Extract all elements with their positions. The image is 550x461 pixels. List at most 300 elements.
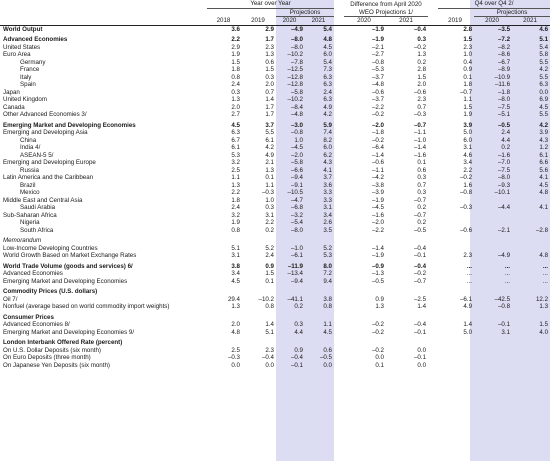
value-cell: 1.3 bbox=[375, 303, 384, 310]
value-cell: 2.4 bbox=[501, 129, 511, 136]
value-cell: 0.0 bbox=[417, 361, 427, 369]
spacer-cell bbox=[334, 245, 344, 253]
value-cell: –5.8 bbox=[290, 88, 303, 96]
value-cell: –9.4 bbox=[290, 277, 303, 285]
value-cell: –7.8 bbox=[290, 58, 303, 66]
row-label: Advanced Economies 8/ bbox=[3, 321, 70, 328]
value-cell: 5.2 bbox=[323, 244, 332, 252]
value-cell: 2.1 bbox=[265, 159, 274, 166]
value-cell: 2.6 bbox=[323, 219, 332, 226]
spacer-cell bbox=[334, 303, 344, 311]
spacer-cell bbox=[334, 212, 344, 220]
spacer-cell bbox=[428, 159, 438, 167]
value-cell: 1.8 bbox=[463, 81, 473, 88]
value-cell: 4.5 bbox=[539, 181, 549, 189]
value-cell: –6.1 bbox=[459, 295, 473, 303]
value-cell: –0.8 bbox=[497, 303, 511, 310]
value-cell: 5.6 bbox=[539, 166, 549, 174]
value-cell: 2.4 bbox=[231, 81, 240, 88]
value-cell: 4.9 bbox=[265, 151, 274, 159]
header-year-over-year: Year over Year bbox=[207, 0, 334, 8]
value-cell: –0.7 bbox=[413, 196, 427, 204]
value-cell: 6.2 bbox=[323, 151, 332, 159]
value-cell: 2.0 bbox=[231, 103, 240, 111]
value-cell: 4.4 bbox=[294, 328, 303, 336]
value-cell: –4.7 bbox=[290, 196, 303, 204]
value-cell bbox=[438, 245, 474, 253]
value-cell: 1.1 bbox=[265, 181, 274, 189]
value-cell bbox=[242, 339, 276, 347]
value-cell: 1.7 bbox=[265, 111, 274, 118]
spacer-cell bbox=[428, 74, 438, 82]
spacer-cell bbox=[428, 104, 438, 112]
spacer-cell bbox=[334, 204, 344, 212]
value-cell: 0.0 bbox=[231, 361, 240, 369]
table-row bbox=[0, 174, 550, 182]
value-cell bbox=[474, 354, 512, 362]
value-cell: –3.9 bbox=[371, 189, 384, 196]
value-cell: 1.3 bbox=[231, 303, 240, 310]
value-cell: 5.0 bbox=[463, 129, 473, 136]
value-cell: 3.1 bbox=[231, 252, 240, 259]
year-header: 2020 bbox=[276, 17, 305, 26]
value-cell: 4.8 bbox=[323, 36, 332, 43]
spacer-cell bbox=[428, 237, 438, 245]
value-cell: 0.3 bbox=[294, 321, 303, 328]
value-cell: 1.8 bbox=[231, 196, 240, 204]
table-row bbox=[0, 104, 550, 112]
spacer-cell bbox=[334, 329, 344, 337]
value-cell: 2.3 bbox=[463, 43, 473, 51]
table-row bbox=[0, 339, 550, 347]
row-label: World Growth Based on Market Exchange Rates bbox=[3, 252, 137, 259]
table-row bbox=[0, 227, 550, 235]
spacer-cell bbox=[334, 288, 344, 296]
value-cell: –8.2 bbox=[497, 43, 511, 51]
value-cell: –2.2 bbox=[371, 226, 384, 234]
value-cell: 0.0 bbox=[323, 361, 332, 369]
value-cell bbox=[474, 197, 512, 205]
value-cell: –0.7 bbox=[413, 277, 427, 285]
value-cell bbox=[474, 237, 512, 245]
value-cell: 5.5 bbox=[539, 58, 549, 66]
value-cell: 3.7 bbox=[323, 174, 332, 181]
table-row bbox=[0, 204, 550, 212]
value-cell: 0.0 bbox=[539, 88, 549, 96]
value-cell: –0.6 bbox=[371, 88, 384, 96]
value-cell: 2.4 bbox=[231, 204, 240, 211]
value-cell bbox=[512, 245, 550, 253]
value-cell: 3.9 bbox=[539, 129, 549, 136]
value-cell: –4.8 bbox=[371, 81, 384, 88]
spacer-cell bbox=[428, 89, 438, 97]
value-cell: ... bbox=[466, 262, 473, 270]
spacer-cell bbox=[428, 25, 438, 33]
value-cell: –4.2 bbox=[371, 174, 384, 181]
value-cell bbox=[344, 288, 386, 296]
value-cell: 3.5 bbox=[323, 226, 332, 234]
table-row bbox=[0, 167, 550, 175]
row-label: Latin America and the Caribbean bbox=[3, 174, 94, 181]
table-row bbox=[0, 25, 550, 33]
value-cell: 4.5 bbox=[323, 43, 332, 51]
value-cell: 1.5 bbox=[539, 321, 549, 328]
value-cell: 2.0 bbox=[417, 81, 427, 88]
value-cell: 0.3 bbox=[231, 88, 240, 96]
value-cell: 7.3 bbox=[323, 66, 332, 73]
value-cell: 2.2 bbox=[231, 36, 240, 43]
value-cell: 3.1 bbox=[323, 204, 332, 211]
value-cell: –0.4 bbox=[413, 321, 427, 328]
value-cell: 6.3 bbox=[323, 96, 332, 103]
value-cell: 0.6 bbox=[265, 58, 274, 66]
year-header: 2021 bbox=[512, 17, 550, 26]
value-cell bbox=[305, 314, 334, 322]
value-cell: –3.7 bbox=[371, 96, 384, 103]
value-cell: –0.1 bbox=[413, 252, 427, 259]
row-label: United Kingdom bbox=[3, 96, 48, 103]
value-cell: 0.2 bbox=[417, 219, 427, 226]
value-cell: 2.0 bbox=[231, 321, 240, 328]
value-cell: 1.4 bbox=[265, 96, 274, 103]
row-label: Emerging Market and Developing Economies 9/ bbox=[3, 328, 135, 336]
header-projections-2: Projections bbox=[474, 8, 550, 17]
value-cell: 1.4 bbox=[463, 321, 473, 328]
value-cell: 5.8 bbox=[539, 51, 549, 58]
value-cell bbox=[438, 212, 474, 220]
spacer-cell bbox=[334, 296, 344, 304]
table-row bbox=[0, 347, 550, 355]
spacer-cell bbox=[334, 59, 344, 67]
year-header: 2021 bbox=[305, 17, 334, 26]
value-cell: 4.6 bbox=[463, 151, 473, 159]
value-cell: 0.9 bbox=[463, 66, 473, 73]
value-cell bbox=[512, 339, 550, 347]
value-cell: 1.5 bbox=[417, 73, 427, 81]
value-cell: –2.2 bbox=[371, 103, 384, 111]
value-cell: 8.0 bbox=[323, 262, 332, 270]
value-cell: 1.0 bbox=[294, 136, 303, 144]
row-label: Emerging Market and Developing Economies bbox=[3, 121, 136, 129]
value-cell: –0.9 bbox=[371, 262, 384, 270]
table-row bbox=[0, 245, 550, 253]
row-label: ASEAN-5 5/ bbox=[20, 151, 54, 159]
row-label: Advanced Economies bbox=[3, 270, 63, 277]
value-cell bbox=[474, 245, 512, 253]
header-difference-line2: WEO Projections 1/ bbox=[344, 8, 428, 17]
value-cell: 4.9 bbox=[463, 303, 473, 310]
value-cell: ... bbox=[466, 270, 473, 277]
value-cell: 0.3 bbox=[265, 73, 274, 81]
value-cell bbox=[438, 237, 474, 245]
spacer-cell bbox=[334, 197, 344, 205]
spacer-cell bbox=[428, 227, 438, 235]
row-label: United States bbox=[3, 43, 41, 51]
value-cell: –7.0 bbox=[497, 159, 511, 166]
value-cell: 5.3 bbox=[323, 252, 332, 259]
value-cell bbox=[438, 314, 474, 322]
spacer-cell bbox=[428, 66, 438, 74]
value-cell: –12.8 bbox=[287, 73, 303, 81]
value-cell: ... bbox=[542, 262, 549, 270]
value-cell: –1.9 bbox=[371, 25, 384, 33]
value-cell: –0.4 bbox=[290, 354, 303, 361]
value-cell: 6.7 bbox=[231, 136, 240, 144]
value-cell: –0.8 bbox=[459, 189, 473, 196]
spacer-cell bbox=[334, 152, 344, 160]
value-cell: 4.4 bbox=[501, 136, 511, 144]
value-cell: 2.0 bbox=[265, 81, 274, 88]
value-cell: 29.4 bbox=[227, 295, 240, 303]
spacer-cell bbox=[334, 362, 344, 370]
value-cell bbox=[305, 288, 334, 296]
table-row bbox=[0, 263, 550, 271]
spacer-cell bbox=[334, 339, 344, 347]
value-cell: –0.1 bbox=[413, 354, 427, 361]
row-label: Germany bbox=[20, 58, 46, 66]
table-row bbox=[0, 182, 550, 190]
value-cell: 0.0 bbox=[417, 346, 427, 354]
value-cell: –7.5 bbox=[497, 166, 511, 174]
spacer-cell bbox=[334, 219, 344, 227]
spacer-cell bbox=[428, 144, 438, 152]
value-cell bbox=[242, 237, 276, 245]
value-cell: 8.2 bbox=[323, 136, 332, 144]
value-cell bbox=[276, 237, 305, 245]
table-row bbox=[0, 314, 550, 322]
value-cell: 1.3 bbox=[231, 96, 240, 103]
table-row bbox=[0, 354, 550, 362]
row-label: Middle East and Central Asia bbox=[3, 196, 83, 204]
value-cell: 1.4 bbox=[265, 321, 274, 328]
spacer-cell bbox=[428, 36, 438, 44]
value-cell: –0.8 bbox=[290, 129, 303, 136]
value-cell: 2.3 bbox=[417, 96, 427, 103]
table-row bbox=[0, 237, 550, 245]
value-cell: 2.9 bbox=[231, 43, 240, 51]
row-label: Russia bbox=[20, 166, 39, 174]
spacer-cell bbox=[334, 270, 344, 278]
row-label: Spain bbox=[20, 81, 36, 88]
value-cell: ... bbox=[466, 277, 473, 285]
value-cell: ... bbox=[542, 270, 549, 277]
table-row bbox=[0, 159, 550, 167]
value-cell: 1.5 bbox=[463, 36, 473, 43]
value-cell: 4.1 bbox=[323, 166, 332, 174]
value-cell: –0.3 bbox=[459, 204, 473, 211]
value-cell: 5.4 bbox=[323, 58, 332, 66]
spacer-cell bbox=[428, 339, 438, 347]
value-cell: 9.4 bbox=[323, 277, 332, 285]
value-cell: 6.6 bbox=[539, 159, 549, 166]
spacer-cell bbox=[334, 96, 344, 104]
value-cell: 3.4 bbox=[323, 211, 332, 219]
value-cell bbox=[474, 362, 512, 370]
value-cell: 2.7 bbox=[231, 111, 240, 118]
header-difference-line1: Difference from April 2020 bbox=[350, 0, 422, 8]
value-cell: –1.9 bbox=[371, 36, 384, 43]
value-cell: 0.7 bbox=[417, 181, 427, 189]
value-cell: –2.1 bbox=[371, 43, 384, 51]
value-cell: 5.0 bbox=[463, 328, 473, 336]
spacer-cell bbox=[428, 197, 438, 205]
value-cell: –9.3 bbox=[497, 181, 511, 189]
spacer-cell bbox=[428, 59, 438, 67]
spacer-cell bbox=[334, 122, 344, 130]
value-cell bbox=[438, 339, 474, 347]
spacer-cell bbox=[428, 314, 438, 322]
value-cell: –11.6 bbox=[494, 81, 511, 88]
value-cell: 3.4 bbox=[463, 159, 473, 166]
value-cell: –4.8 bbox=[290, 111, 303, 118]
row-label: India 4/ bbox=[20, 144, 41, 151]
value-cell: 12.2 bbox=[535, 295, 549, 303]
row-label: Mexico bbox=[20, 189, 40, 196]
value-cell: 5.1 bbox=[231, 244, 240, 252]
table-row bbox=[0, 144, 550, 152]
value-cell: 1.3 bbox=[231, 181, 240, 189]
row-label: China bbox=[20, 136, 37, 144]
spacer-cell bbox=[334, 159, 344, 167]
row-label: On Euro Deposits (three month) bbox=[3, 354, 91, 361]
spacer-cell bbox=[428, 204, 438, 212]
table-row bbox=[0, 152, 550, 160]
value-cell: –13.4 bbox=[287, 270, 303, 277]
spacer-cell bbox=[334, 51, 344, 59]
spacer-cell bbox=[428, 189, 438, 197]
value-cell: –0.2 bbox=[371, 328, 384, 336]
value-cell: –1.9 bbox=[371, 252, 384, 259]
value-cell: 5.4 bbox=[323, 25, 332, 33]
value-cell: –3.7 bbox=[371, 73, 384, 81]
value-cell bbox=[438, 219, 474, 227]
value-cell: 3.4 bbox=[231, 270, 240, 277]
value-cell: 4.5 bbox=[323, 328, 332, 336]
value-cell: 3.6 bbox=[323, 181, 332, 189]
row-label: Euro Area bbox=[3, 51, 31, 58]
table-row bbox=[0, 36, 550, 44]
value-cell: 1.3 bbox=[417, 51, 427, 58]
value-cell bbox=[386, 339, 428, 347]
spacer-cell bbox=[428, 167, 438, 175]
value-cell: 4.2 bbox=[539, 121, 549, 129]
value-cell: 3.7 bbox=[265, 121, 274, 129]
value-cell: –8.9 bbox=[497, 66, 511, 73]
value-cell: 5.5 bbox=[265, 129, 274, 136]
table-row bbox=[0, 303, 550, 311]
value-cell: 0.1 bbox=[265, 174, 274, 181]
value-cell: 6.3 bbox=[323, 73, 332, 81]
value-cell: 5.9 bbox=[323, 121, 332, 129]
spacer-cell bbox=[428, 51, 438, 59]
value-cell: 2.8 bbox=[463, 25, 473, 33]
row-label: Sub-Saharan Africa bbox=[3, 211, 57, 219]
table-row bbox=[0, 321, 550, 329]
value-cell: –0.4 bbox=[413, 244, 427, 252]
value-cell: 1.9 bbox=[231, 51, 240, 58]
value-cell: 0.4 bbox=[463, 58, 473, 66]
value-cell: 0.0 bbox=[265, 361, 274, 369]
value-cell bbox=[344, 314, 386, 322]
header-projections-1: Projections bbox=[276, 8, 334, 17]
value-cell: 2.3 bbox=[265, 346, 274, 354]
spacer-cell bbox=[334, 189, 344, 197]
value-cell: 0.3 bbox=[417, 189, 427, 196]
value-cell: 0.1 bbox=[375, 361, 384, 369]
value-cell: 0.8 bbox=[323, 303, 332, 310]
value-cell: 2.3 bbox=[265, 43, 274, 51]
value-cell: 0.8 bbox=[231, 226, 240, 234]
value-cell bbox=[344, 237, 386, 245]
value-cell: –12.8 bbox=[287, 81, 303, 88]
spacer-cell bbox=[334, 321, 344, 329]
spacer-cell bbox=[428, 81, 438, 89]
value-cell: 5.4 bbox=[539, 43, 549, 51]
value-cell: –0.3 bbox=[261, 189, 274, 196]
row-label: France bbox=[20, 66, 40, 73]
value-cell bbox=[474, 347, 512, 355]
value-cell: 0.6 bbox=[417, 166, 427, 174]
value-cell: 0.1 bbox=[265, 277, 274, 285]
spacer-cell bbox=[334, 74, 344, 82]
value-cell bbox=[512, 362, 550, 370]
value-cell: –1.6 bbox=[497, 151, 511, 159]
value-cell: –8.4 bbox=[290, 103, 303, 111]
value-cell: 5.3 bbox=[231, 151, 240, 159]
spacer-cell bbox=[428, 44, 438, 52]
spacer-cell bbox=[334, 137, 344, 145]
value-cell: 3.1 bbox=[463, 144, 473, 151]
value-cell bbox=[386, 314, 428, 322]
value-cell: –0.1 bbox=[290, 361, 303, 369]
value-cell: –0.6 bbox=[413, 88, 427, 96]
value-cell: 3.8 bbox=[323, 295, 332, 303]
table-row bbox=[0, 329, 550, 337]
spacer-cell bbox=[428, 152, 438, 160]
spacer-cell bbox=[428, 137, 438, 145]
spacer-cell bbox=[428, 96, 438, 104]
spacer-cell bbox=[428, 288, 438, 296]
table-row bbox=[0, 270, 550, 278]
value-cell: –1.1 bbox=[371, 166, 384, 174]
value-cell: 6.1 bbox=[265, 136, 274, 144]
value-cell: 1.9 bbox=[463, 111, 473, 118]
value-cell: 0.3 bbox=[417, 174, 427, 181]
value-cell: 5.5 bbox=[539, 111, 549, 118]
value-cell bbox=[276, 314, 305, 322]
spacer-cell bbox=[334, 81, 344, 89]
value-cell: –1.0 bbox=[290, 244, 303, 252]
year-header: 2020 bbox=[474, 17, 512, 26]
value-cell: –1.9 bbox=[371, 196, 384, 204]
value-cell: 6.0 bbox=[463, 136, 473, 144]
value-cell: –1.6 bbox=[413, 151, 427, 159]
value-cell: –8.0 bbox=[290, 43, 303, 51]
row-label: Oil 7/ bbox=[3, 295, 18, 303]
value-cell: –9.1 bbox=[290, 181, 303, 189]
value-cell: 6.0 bbox=[323, 144, 332, 151]
value-cell bbox=[207, 288, 242, 296]
year-header: 2019 bbox=[242, 17, 276, 26]
row-label: Emerging and Developing Asia bbox=[3, 129, 88, 136]
value-cell: 0.1 bbox=[463, 73, 473, 81]
row-label: Emerging Market and Developing Economies bbox=[3, 277, 128, 285]
value-cell: 1.6 bbox=[463, 181, 473, 189]
spacer-cell bbox=[428, 303, 438, 311]
value-cell: 4.2 bbox=[323, 111, 332, 118]
value-cell bbox=[344, 339, 386, 347]
value-cell: 2.4 bbox=[323, 88, 332, 96]
